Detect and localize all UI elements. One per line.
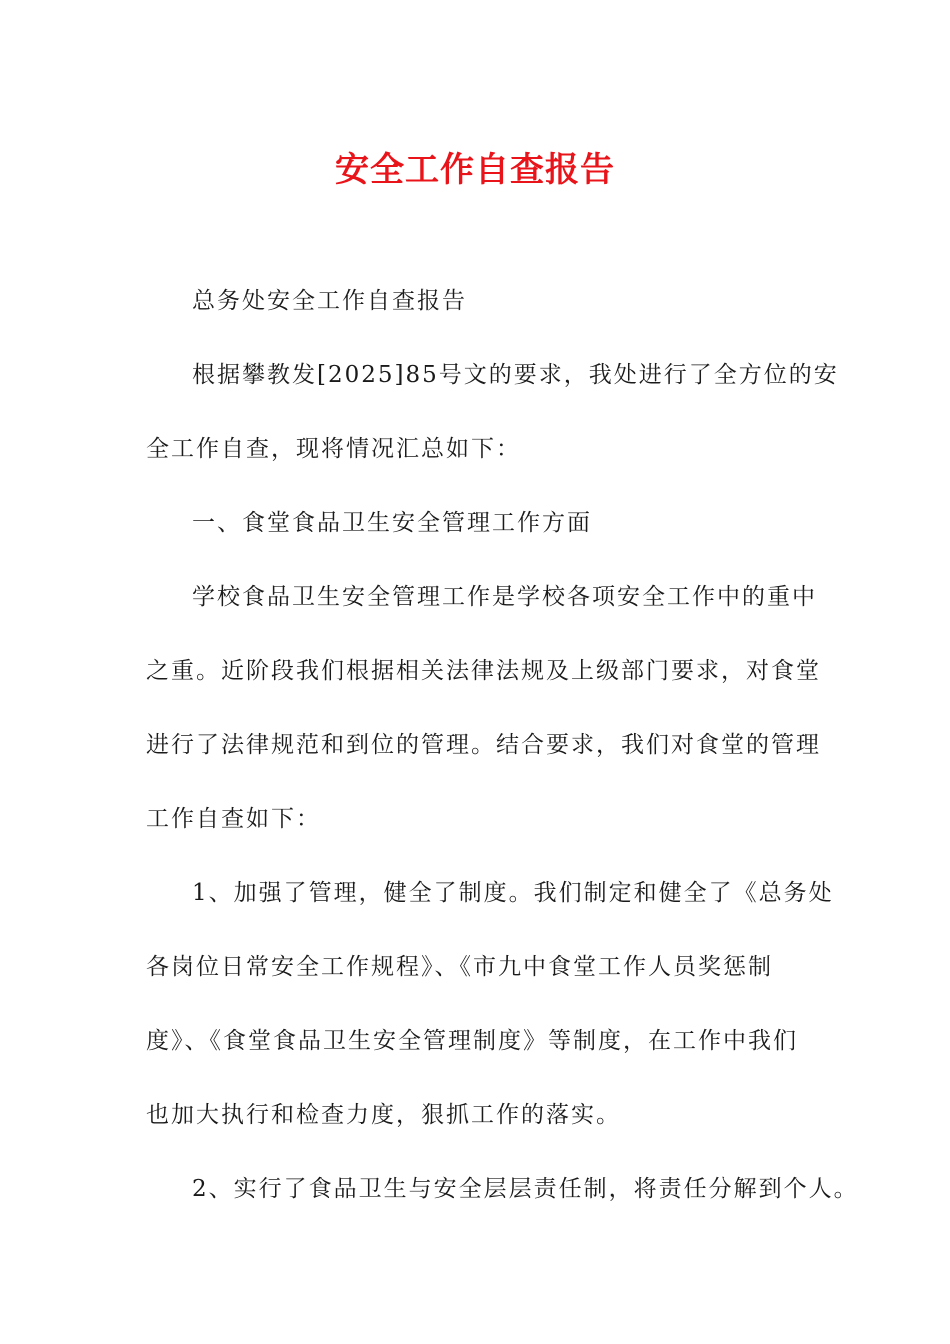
paragraph-line: 也加大执行和检查力度，狠抓工作的落实。 xyxy=(146,1102,621,1128)
paragraph-line: 进行了法律规范和到位的管理。结合要求，我们对食堂的管理 xyxy=(146,732,821,758)
paragraph-line: 工作自查如下： xyxy=(146,806,321,832)
document-title: 安全工作自查报告 xyxy=(335,150,615,190)
paragraph-line: 度》、《食堂食品卫生安全管理制度》等制度，在工作中我们 xyxy=(146,1028,798,1054)
paragraph-line: 各岗位日常安全工作规程》、《市九中食堂工作人员奖惩制 xyxy=(146,954,773,980)
paragraph-line: 全工作自查，现将情况汇总如下： xyxy=(146,436,521,462)
section-heading: 一、食堂食品卫生安全管理工作方面 xyxy=(192,510,592,536)
paragraph-heading: 总务处安全工作自查报告 xyxy=(192,288,467,314)
paragraph-line: 根据攀教发[2025]85号文的要求，我处进行了全方位的安 xyxy=(192,362,839,388)
paragraph-line: 2、实行了食品卫生与安全层层责任制，将责任分解到个人。 xyxy=(192,1176,859,1202)
paragraph-line: 1、加强了管理，健全了制度。我们制定和健全了《总务处 xyxy=(192,880,834,906)
paragraph-line: 学校食品卫生安全管理工作是学校各项安全工作中的重中 xyxy=(192,584,817,610)
paragraph-line: 之重。近阶段我们根据相关法律法规及上级部门要求，对食堂 xyxy=(146,658,821,684)
